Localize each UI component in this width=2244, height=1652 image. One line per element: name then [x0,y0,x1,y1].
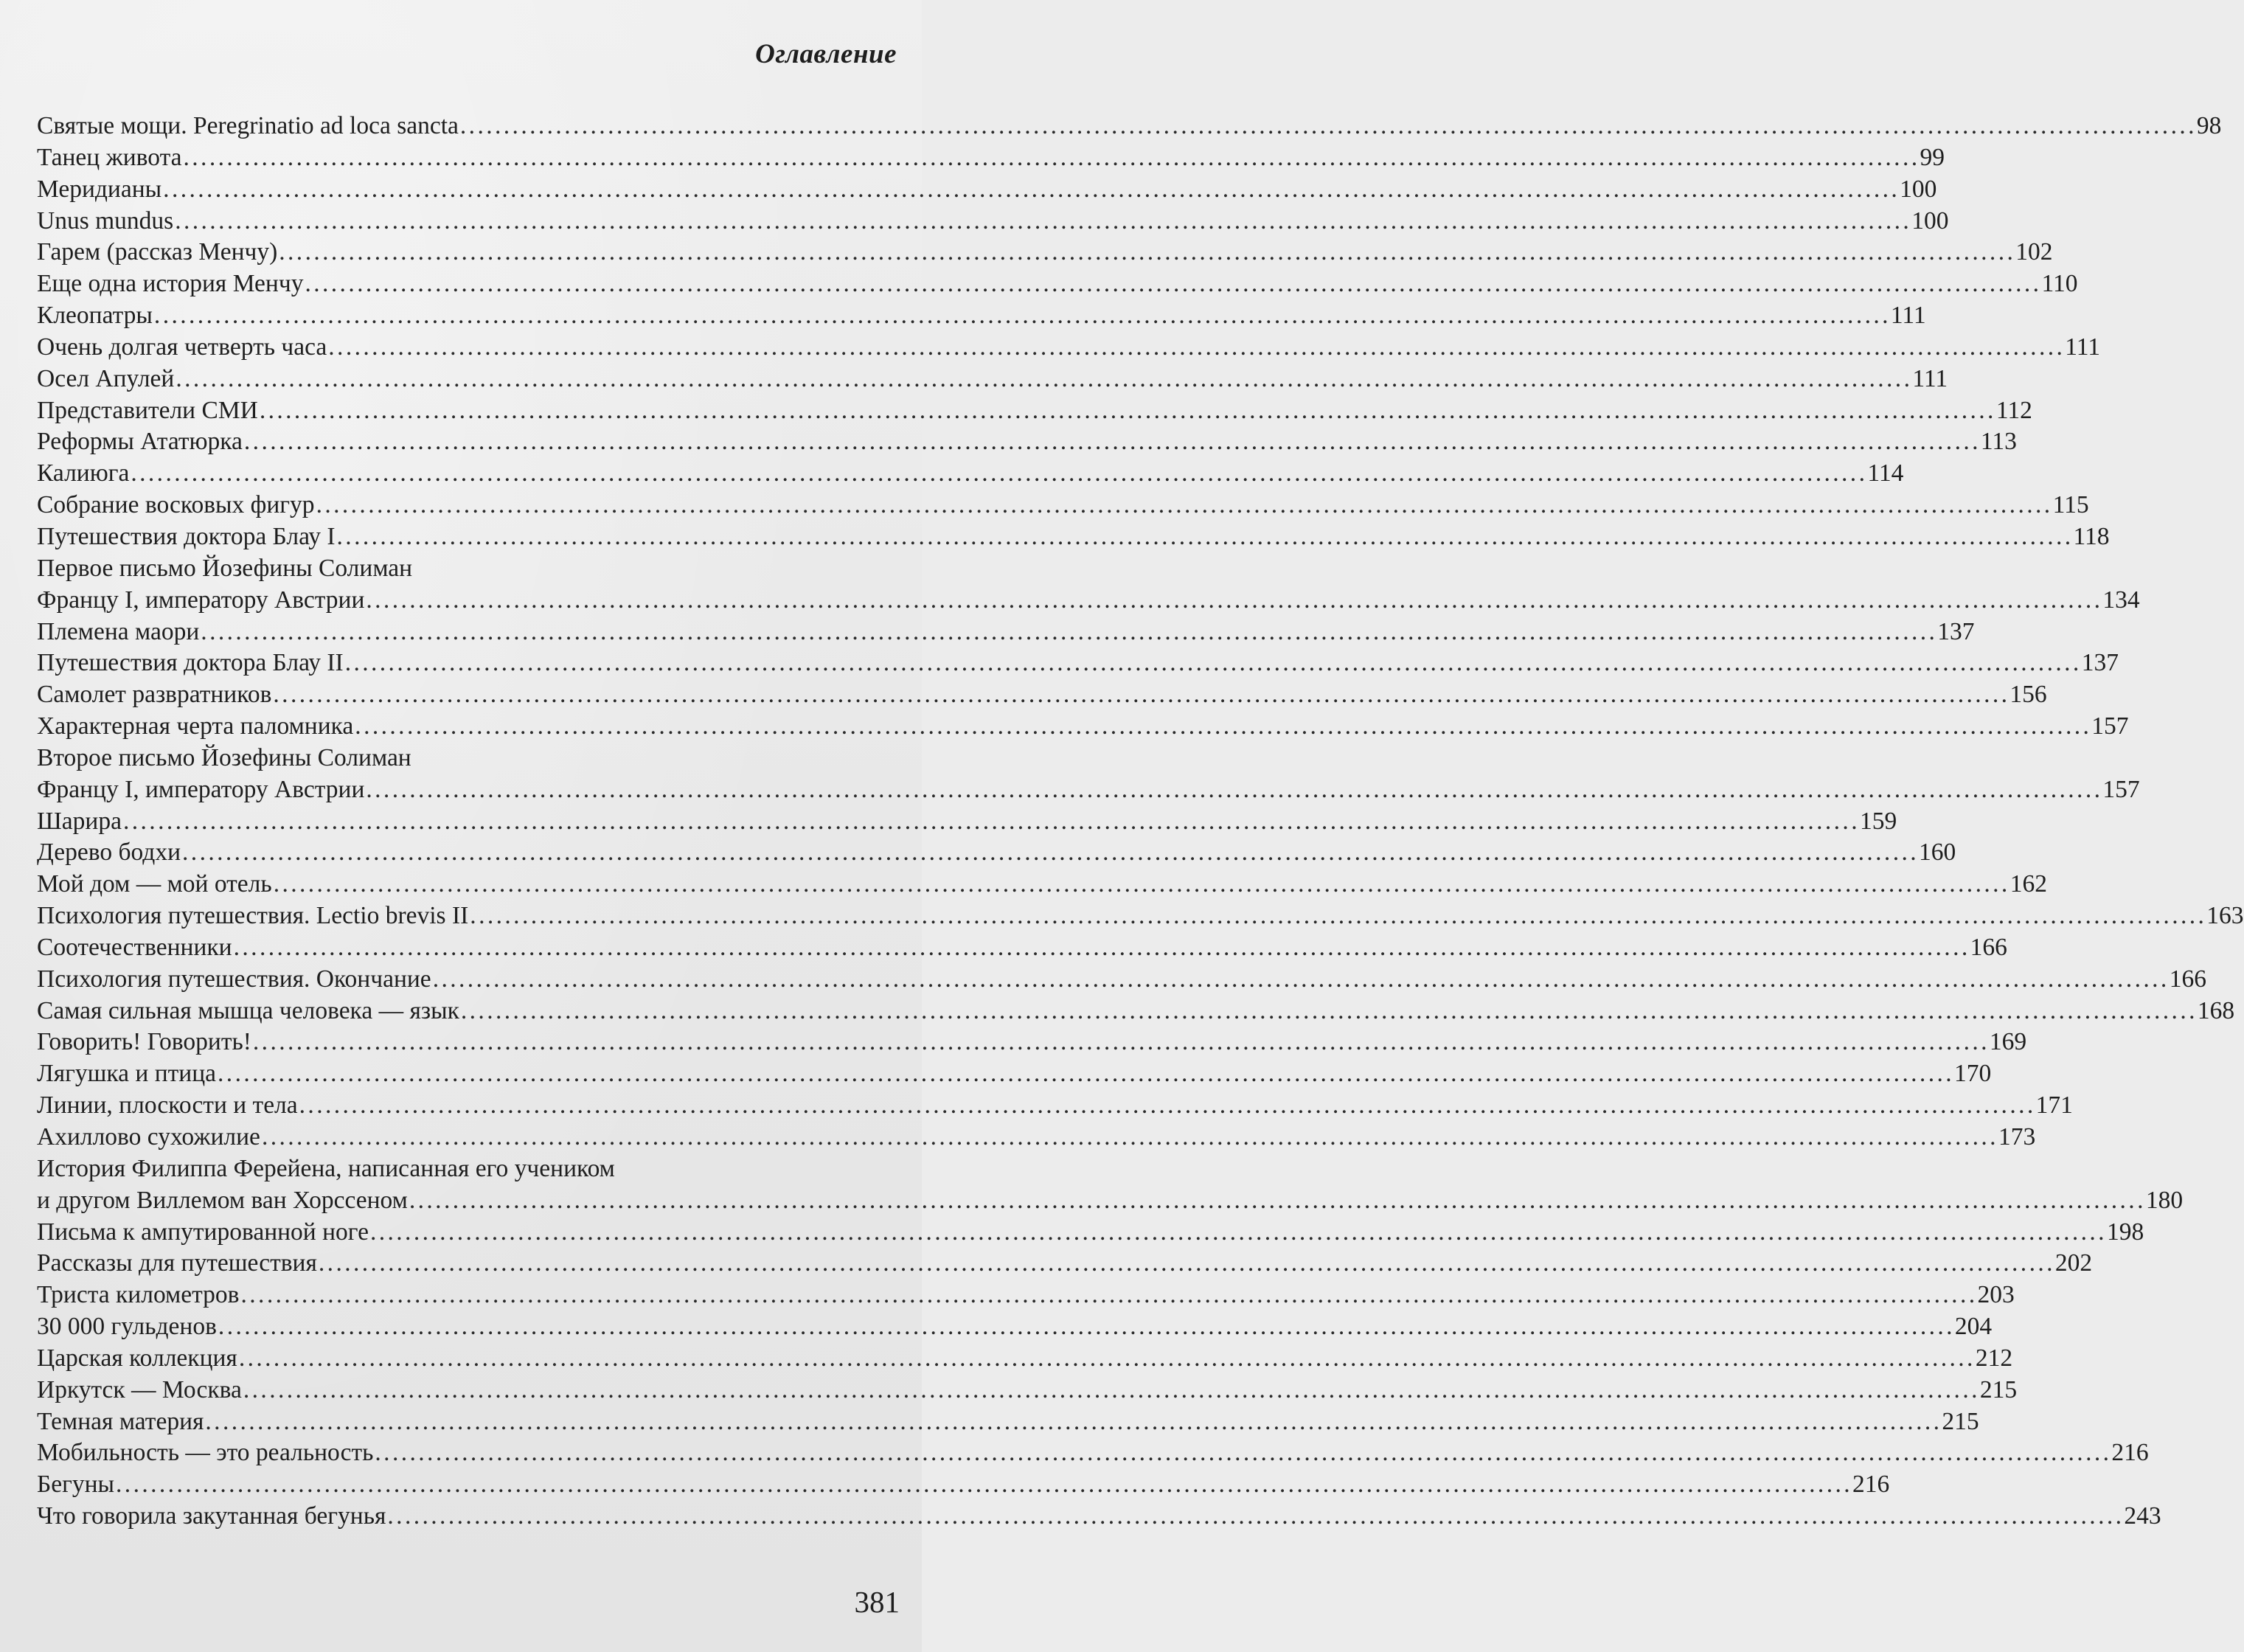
toc-leader-dots: ........................................................................................................................................................................................................ [318,1249,2055,1277]
toc-line [37,806,1897,838]
toc-leader-dots: ........................................................................................................................................................................................................ [122,807,1860,835]
toc-page-number: 163 [2206,902,2244,930]
toc-line [37,553,897,585]
toc-leader-dots: ........................................................................................................................................................................................................ [470,902,2207,930]
toc-leader-dots: ........................................................................................................................................................................................................ [238,1344,1976,1372]
toc-page-number: 215 [1942,1407,1979,1435]
toc-line [37,174,1937,206]
toc-line [37,585,2140,617]
toc-line [37,1280,2015,1311]
toc-page-number: 212 [1975,1344,2013,1372]
toc-entry-line [37,1027,2027,1058]
toc-line [37,458,1904,490]
toc-line [37,1153,897,1185]
toc-entry-line [37,490,2089,521]
toc-leader-dots: ........................................................................................................................................................................................................ [183,143,1920,171]
toc-line [37,743,897,774]
toc-entry-line [37,1343,2013,1375]
toc-page-number: 111 [1890,302,1926,330]
toc-page-number: 115 [2052,491,2089,519]
toc-page-number: 203 [1977,1281,2015,1309]
toc-entry-line [37,996,2235,1027]
toc-title: Самолет развратников [37,681,272,709]
toc-title: Племена маори [37,617,200,645]
toc-entry-line [37,679,2047,711]
toc-line [37,300,1926,332]
toc-title: Первое письмо Йозефины Солиман [37,554,413,582]
toc-line [37,1248,2093,1280]
toc-title: Бегуны [37,1471,115,1499]
toc-entry-line [37,964,2206,996]
toc-line [37,1090,2073,1122]
toc-leader-dots: ........................................................................................................................................................................................................ [366,775,2103,803]
toc-page-number: 137 [2081,649,2119,677]
toc-leader-dots: ........................................................................................................................................................................................................ [328,333,2066,361]
toc-page-number: 215 [1979,1375,2018,1403]
toc-title: Темная материя [37,1407,204,1435]
toc-leader-dots: ........................................................................................................................................................................................................ [336,522,2074,550]
toc-leader-dots: ........................................................................................................................................................................................................ [175,206,1912,235]
toc-title: Гарем (рассказ Менчу) [37,238,278,266]
toc-leader-dots: ........................................................................................................................................................................................................ [409,1186,2146,1214]
table-of-contents [37,111,2244,1533]
toc-page-number: 137 [1937,617,1975,645]
toc-line [37,1375,2018,1406]
toc-line [37,1122,2036,1153]
toc-line [37,395,2032,427]
toc-title: Святые мощи. Peregrinatio ad loca sancta [37,112,459,139]
toc-line [37,837,1956,869]
toc-title: Мобильность — это реальность [37,1439,374,1467]
toc-page-number: 180 [2145,1186,2184,1214]
toc-leader-dots: ........................................................................................................................................................................................................ [176,364,1913,392]
toc-entry-line [37,743,897,774]
toc-line [37,426,2017,458]
toc-leader-dots: ........................................................................................................................................................................................................ [261,1123,1998,1150]
toc-line [37,1406,1979,1438]
toc-entry-line [37,1122,2036,1153]
toc-leader-dots: ........................................................................................................................................................................................................ [375,1439,2112,1467]
toc-leader-dots: ........................................................................................................................................................................................................ [201,617,1938,645]
toc-leader-dots: ........................................................................................................................................................................................................ [218,1313,1955,1341]
toc-title: Калиюга [37,459,130,487]
toc-page-number: 157 [2102,775,2140,803]
toc-page-number: 171 [2035,1092,2073,1120]
toc-leader-dots: ........................................................................................................................................................................................................ [432,965,2170,993]
toc-leader-dots: ........................................................................................................................................................................................................ [355,712,2092,740]
toc-title: Характерная черта паломника [37,712,354,740]
toc-entry-line [37,1185,2184,1217]
toc-line [37,996,2235,1027]
toc-entry-line [37,711,2129,743]
toc-entry-line [37,300,1926,332]
toc-leader-dots: ........................................................................................................................................................................................................ [344,649,2082,677]
toc-title: Францу I, императору Австрии [37,775,365,803]
toc-entry-line [37,458,1904,490]
toc-entry-line [37,648,2119,679]
toc-title: Путешествия доктора Блау I [37,522,336,550]
toc-title: Психология путешествия. Lectio brevis II [37,902,469,930]
toc-page-number: 169 [1989,1028,2027,1056]
toc-title: Самая сильная мышца человека — язык [37,996,459,1024]
toc-entry-line [37,426,2017,458]
toc-title: Царская коллекция [37,1344,237,1372]
toc-title: Линии, плоскости и тела [37,1092,298,1120]
toc-entry-line [37,837,1956,869]
toc-page-number: 111 [2065,333,2101,361]
toc-leader-dots: ........................................................................................................................................................................................................ [205,1407,1942,1435]
toc-entry-line [37,237,2053,268]
toc-entry-line [37,521,2110,553]
toc-entry-line [37,900,2244,932]
toc-page-number: 110 [2041,270,2078,298]
toc-line [37,237,2053,268]
toc-line [37,1027,2027,1058]
toc-entry-line [37,142,1945,174]
toc-title: Письма к ампутированной ноге [37,1218,369,1246]
toc-title: Иркутск — Москва [37,1375,242,1403]
toc-page-number: 168 [2197,996,2235,1024]
toc-leader-dots: ........................................................................................................................................................................................................ [240,1281,1978,1309]
toc-leader-dots: ........................................................................................................................................................................................................ [252,1028,1990,1056]
toc-line [37,332,2101,364]
toc-entry-line [37,268,2078,300]
toc-entry-line [37,174,1937,206]
toc-leader-dots: ........................................................................................................................................................................................................ [299,1092,2036,1120]
toc-leader-dots: ........................................................................................................................................................................................................ [218,1060,1955,1088]
toc-entry-line [37,1280,2015,1311]
toc-page-number: 157 [2091,712,2129,740]
toc-page-number: 198 [2106,1218,2144,1246]
toc-leader-dots: ........................................................................................................................................................................................................ [366,586,2103,614]
toc-entry-line [37,1153,897,1185]
toc-entry-line [37,1469,1890,1501]
toc-entry-line [37,332,2101,364]
toc-entry-line [37,1311,1993,1343]
toc-title: Лягушка и птица [37,1060,217,1088]
toc-line [37,711,2129,743]
toc-title: Представители СМИ [37,396,258,424]
toc-line [37,1343,2013,1375]
toc-page-number: 159 [1859,807,1897,835]
toc-entry-line [37,553,897,585]
toc-entry-line [37,806,1897,838]
toc-title: Рассказы для путешествия [37,1249,317,1277]
toc-line [37,964,2206,996]
toc-page-number: 156 [2009,681,2047,709]
toc-title: Меридианы [37,175,162,203]
toc-line [37,900,2244,932]
toc-line [37,111,2222,142]
toc-title: Путешествия доктора Блау II [37,649,344,677]
toc-entry-line [37,1406,1979,1438]
toc-entry-line [37,774,2140,806]
toc-page-number: 166 [2169,965,2206,993]
toc-line [37,1185,2184,1217]
toc-title: Собрание восковых фигур [37,491,315,519]
toc-title: Триста километров [37,1281,240,1309]
toc-leader-dots: ........................................................................................................................................................................................................ [131,459,1868,487]
toc-entry-line [37,585,2140,617]
toc-leader-dots: ........................................................................................................................................................................................................ [153,302,1891,330]
toc-title: Танец живота [37,143,182,171]
toc-title: Что говорила закутанная бегунья [37,1502,386,1530]
toc-title: Очень долгая четверть часа [37,333,327,361]
toc-entry-line [37,364,1948,395]
toc-leader-dots: ........................................................................................................................................................................................................ [259,396,1996,424]
toc-entry-line [37,1501,2161,1533]
toc-line [37,774,2140,806]
toc-page-number: 160 [1919,839,1956,867]
toc-line [37,1217,2144,1249]
toc-title: Шарира [37,807,122,835]
toc-page-number: 102 [2015,238,2053,266]
toc-entry-line [37,1375,2018,1406]
toc-line [37,268,2078,300]
toc-leader-dots: ........................................................................................................................................................................................................ [460,996,2198,1024]
toc-title: Соотечественники [37,933,232,961]
toc-title: Второе письмо Йозефины Солиман [37,743,411,771]
toc-page-number: 100 [1911,206,1949,235]
toc-entry-line [37,1437,2149,1469]
toc-page-number: 114 [1867,459,1904,487]
toc-leader-dots: ........................................................................................................................................................................................................ [387,1502,2125,1530]
toc-page-number: 134 [2102,586,2140,614]
toc-title: Осел Апулей [37,364,175,392]
toc-page-number: 204 [1954,1313,1993,1341]
toc-line [37,1058,1992,1090]
toc-page-number: 170 [1954,1060,1992,1088]
toc-leader-dots: ........................................................................................................................................................................................................ [243,428,1981,456]
toc-entry-line [37,1217,2144,1249]
toc-title: Клеопатры [37,302,153,330]
toc-entry-line [37,1090,2073,1122]
toc-entry-line [37,869,2047,900]
toc-line [37,617,1975,648]
toc-title: Еще одна история Менчу [37,270,304,298]
toc-page-number: 162 [2009,870,2047,898]
toc-page-number: 216 [1852,1471,1890,1499]
toc-leader-dots: ........................................................................................................................................................................................................ [316,491,2053,519]
toc-title: Реформы Ататюрка [37,428,243,456]
toc-title: Unus mundus [37,206,174,235]
toc-leader-dots: ........................................................................................................................................................................................................ [182,839,1920,867]
toc-leader-dots: ........................................................................................................................................................................................................ [369,1218,2107,1246]
toc-line [37,1469,1890,1501]
toc-title: Психология путешествия. Окончание [37,965,431,993]
toc-leader-dots: ........................................................................................................................................................................................................ [163,175,1900,203]
toc-line [37,932,2007,964]
toc-title: Мой дом — мой отель [37,870,272,898]
toc-line [37,648,2119,679]
toc-leader-dots: ........................................................................................................................................................................................................ [243,1375,1980,1403]
toc-line [37,1311,1993,1343]
toc-line [37,490,2089,521]
toc-page-number: 243 [2124,1502,2161,1530]
toc-title: Говорить! Говорить! [37,1028,251,1056]
toc-leader-dots: ........................................................................................................................................................................................................ [116,1471,1853,1499]
toc-title: История Филиппа Ферейена, написанная его учеником [37,1154,615,1182]
toc-page-number: 113 [1980,428,2017,456]
toc-page-number: 173 [1998,1123,2036,1150]
toc-line [37,521,2110,553]
toc-page-number: 118 [2073,522,2110,550]
toc-line [37,869,2047,900]
toc-title: Францу I, императору Австрии [37,586,365,614]
running-header: Оглавление [755,39,897,69]
toc-leader-dots: ........................................................................................................................................................................................................ [233,933,1970,961]
toc-page-number: 112 [1995,396,2032,424]
toc-line [37,142,1945,174]
toc-title: 30 000 гульденов [37,1313,217,1341]
toc-page-number: 202 [2054,1249,2093,1277]
toc-entry-line [37,206,1949,237]
toc-entry-line [37,617,1975,648]
toc-title: и другом Виллемом ван Хорссеном [37,1186,408,1214]
toc-entry-line [37,111,2222,142]
toc-leader-dots: ........................................................................................................................................................................................................ [305,270,2042,298]
toc-leader-dots: ........................................................................................................................................................................................................ [273,870,2010,898]
toc-page-number: 98 [2196,112,2222,139]
toc-leader-dots: ........................................................................................................................................................................................................ [273,681,2010,709]
toc-page-number: 99 [1920,143,1945,171]
toc-line [37,364,1948,395]
page-number: 381 [854,1585,900,1619]
toc-line [37,1437,2149,1469]
toc-entry-line [37,1058,1992,1090]
toc-leader-dots: ........................................................................................................................................................................................................ [459,112,2197,139]
toc-line [37,679,2047,711]
toc-leader-dots: ........................................................................................................................................................................................................ [279,238,2016,266]
toc-entry-line [37,932,2007,964]
toc-title: Дерево бодхи [37,839,181,867]
toc-line [37,1501,2161,1533]
toc-title: Ахиллово сухожилие [37,1123,260,1150]
toc-page-number: 111 [1912,364,1948,392]
toc-entry-line [37,1248,2093,1280]
toc-page-number: 166 [1970,933,2007,961]
toc-page-number: 100 [1900,175,1937,203]
toc-entry-line [37,395,2032,427]
toc-page-number: 216 [2111,1439,2149,1467]
toc-line [37,206,1949,237]
